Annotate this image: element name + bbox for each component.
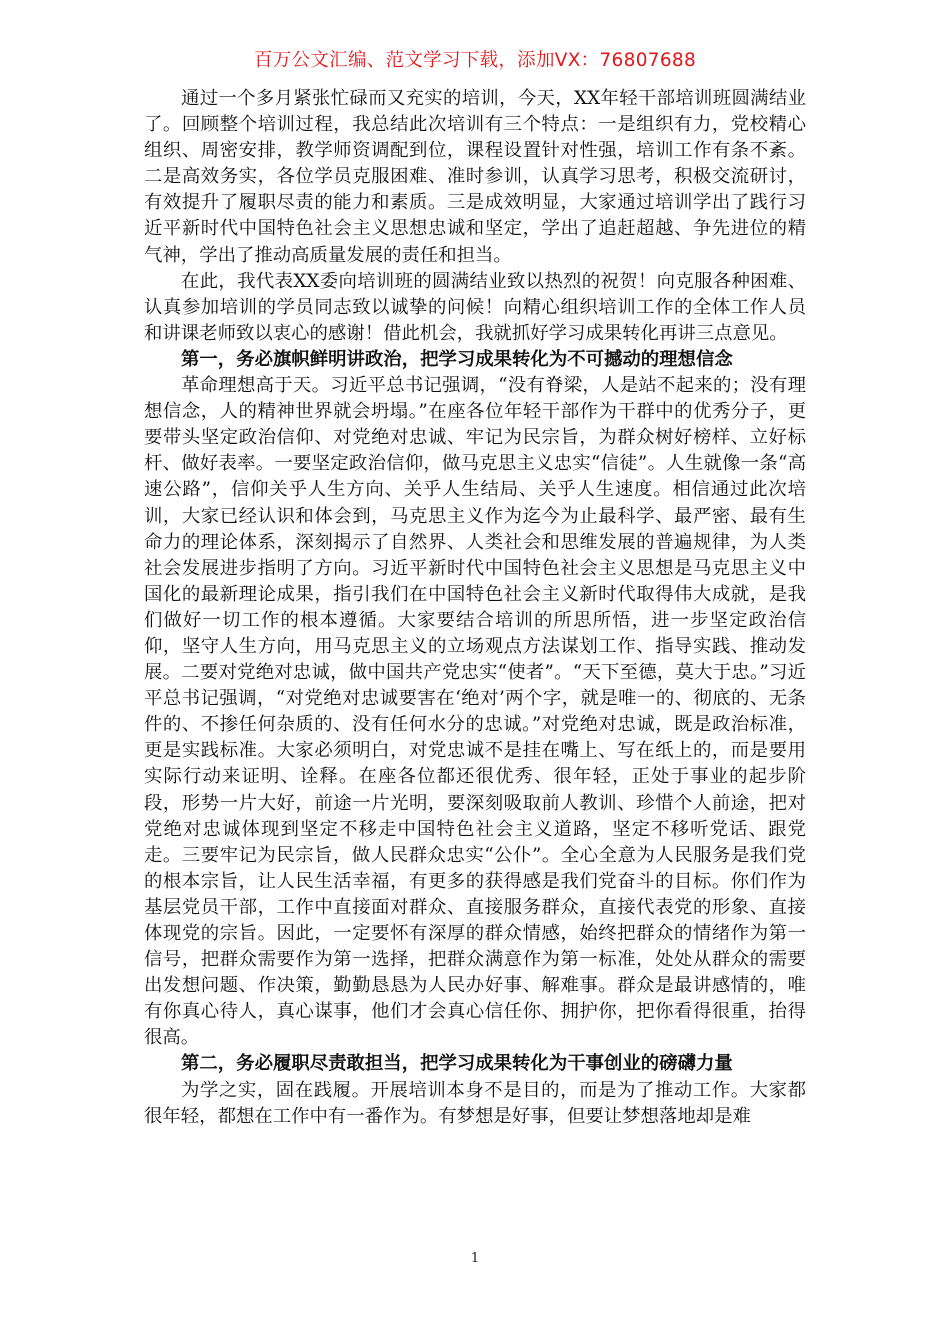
paragraph-congratulations: 在此，我代表XX委向培训班的圆满结业致以热烈的祝贺！向克服各种困难、认真参加培训的学员同志致以诚挚的问候！向精心组织培训工作的全体工作人员和讲课老师致以衷心的感谢！借此机会，我就抓好学习成果转化再讲三点意见。 [144,270,806,344]
paragraph-section-2: 为学之实，固在践履。开展培训本身不是目的，而是为了推动工作。大家都很年轻，都想在工作中有一番作为。有梦想是好事，但要让梦想落地却是难 [144,1079,806,1127]
document-body [144,86,806,1130]
section-heading-1: 第一，务必旗帜鲜明讲政治，把学习成果转化为不可撼动的理想信念 [181,348,733,370]
section-heading-2: 第二，务必履职尽责敢担当，把学习成果转化为干事创业的磅礴力量 [181,1053,733,1075]
page-header-watermark: 百万公文汇编、范文学习下载，添加VX：76807688 [253,50,697,71]
paragraph-section-1: 革命理想高于天。习近平总书记强调，“没有脊梁，人是站不起来的；没有理想信念，人的精神世界就会坍塌。”在座各位年轻干部作为干群中的优秀分子，更要带头坚定政治信仰、对党绝对忠诚、牢记为民宗旨，为群众树好榜样、立好标杆、做好表率。一要坚定政治信仰，做马克思主义忠实“信徒”。人生就像一条“高速公路”，信仰关乎人生方向、关乎人生结局、关乎人生速度。相信通过此次培训，大家已经认识和体会到，马克思主义作为迄今为止最科学、最严密、最有生命力的理论体系，深刻揭示了自然界、人类社会和思维发展的普遍规律，为人类社会发展进步指明了方向。习近平新时代中国特色社会主义思想是马克思主义中国化的最新理论成果，指引我们在中国特色社会主义新时代取得伟大成就，是我们做好一切工作的根本遵循。大家要结合培训的所思所悟，进一步坚定政治信仰，坚守人生方向，用马克思主义的立场观点方法谋划工作、指导实践、推动发展。二要对党绝对忠诚，做中国共产党忠实“使者”。“天下至德，莫大于忠。”习近平总书记强调，“对党绝对忠诚要害在‘绝对’两个字，就是唯一的、彻底的、无条件的、不掺任何杂质的、没有任何水分的忠诚。”对党绝对忠诚，既是政治标准，更是实践标准。大家必须明白，对党忠诚不是挂在嘴上、写在纸上的，而是要用实际行动来证明、诠释。在座各位都还很优秀、很年轻，正处于事业的起步阶段，形势一片大好，前途一片光明，要深刻吸取前人教训、珍惜个人前途，把对党绝对忠诚体现到坚定不移走中国特色社会主义道路，坚定不移听党话、跟党走。三要牢记为民宗旨，做人民群众忠实“公仆”。全心全意为人民服务是我们党的根本宗旨，让人民生活幸福，有更多的获得感是我们党奋斗的目标。你们作为基层党员干部，工作中直接面对群众、直接服务群众，直接代表党的形象、直接体现党的宗旨。因此，一定要怀有深厚的群众情感，始终把群众的情绪作为第一信号，把群众需要作为第一选择，把群众满意作为第一标准，处处从群众的需要出发想问题、作决策，勤勤恳恳为人民办好事、解难事。群众是最讲感情的，唯有你真心待人，真心谋事，他们才会真心信任你、拥护你，把你看得很重，抬得很高。 [144,375,806,1049]
page-number: 1 [470,1251,480,1266]
paragraph-opening: 通过一个多月紧张忙碌而又充实的培训，今天，XX年轻干部培训班圆满结业了。回顾整个培训过程，我总结此次培训有三个特点：一是组织有力，党校精心组织、周密安排，教学师资调配到位，课程设置针对性强，培训工作有条不紊。二是高效务实，各位学员克服困难、准时参训，认真学习思考，积极交流研讨，有效提升了履职尽责的能力和素质。三是成效明显，大家通过培训学出了践行习近平新时代中国特色社会主义思想忠诚和坚定，学出了追赶超越、争先进位的精气神，学出了推动高质量发展的责任和担当。 [144,88,806,266]
